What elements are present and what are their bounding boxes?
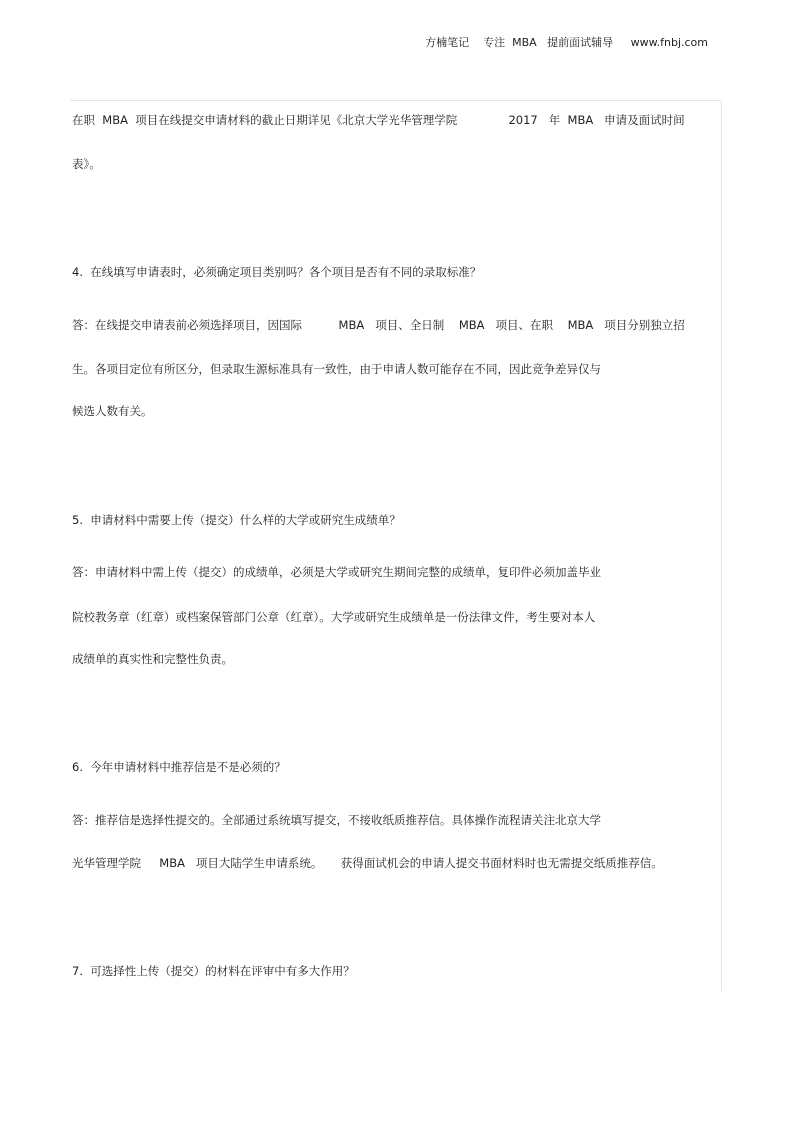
answer-line: 光华管理学院 MBA 项目大陆学生申请系统。 获得面试机会的申请人提交书面材料时也无需提交纸质推荐信。 (72, 856, 663, 870)
answer-line: 答：推荐信是选择性提交的。全部通过系统填写提交，不接收纸质推荐信。具体操作流程请关注北京大学 (72, 813, 601, 827)
page-header: 方楠笔记 专注 MBA 提前面试辅导 www.fnbj.com (425, 36, 708, 49)
question-heading: 7. 可选择性上传（提交）的材料在评审中有多大作用？ (72, 964, 355, 978)
answer-line: 答：申请材料中需上传（提交）的成绩单，必须是大学或研究生期间完整的成绩单，复印件必须加盖毕业 (72, 565, 601, 579)
answer-line: 答：在线提交申请表前必须选择项目，因国际 MBA 项目、全日制 MBA 项目、在职 MBA 项目分别独立招 (72, 318, 685, 332)
answer-line: 候选人数有关。 (72, 404, 153, 418)
paragraph-line: 在职 MBA 项目在线提交申请材料的截止日期详见《北京大学光华管理学院 2017 年 MBA 申请及面试时间 (72, 113, 685, 127)
question-heading: 5. 申请材料中需要上传（提交）什么样的大学或研究生成绩单？ (72, 513, 401, 527)
answer-line: 生。各项目定位有所区分，但录取生源标准具有一致性，由于申请人数可能存在不同，因此竞争差异仅与 (72, 362, 601, 376)
question-heading: 6. 今年申请材料中推荐信是不是必须的？ (72, 760, 286, 774)
paragraph-line: 表》。 (72, 157, 101, 171)
answer-line: 成绩单的真实性和完整性负责。 (72, 652, 233, 666)
question-heading: 4. 在线填写申请表时，必须确定项目类别吗？各个项目是否有不同的录取标准？ (72, 265, 482, 279)
answer-line: 院校教务章（红章）或档案保管部门公章（红章）。大学或研究生成绩单是一份法律文件，考生要对本人 (72, 610, 596, 624)
